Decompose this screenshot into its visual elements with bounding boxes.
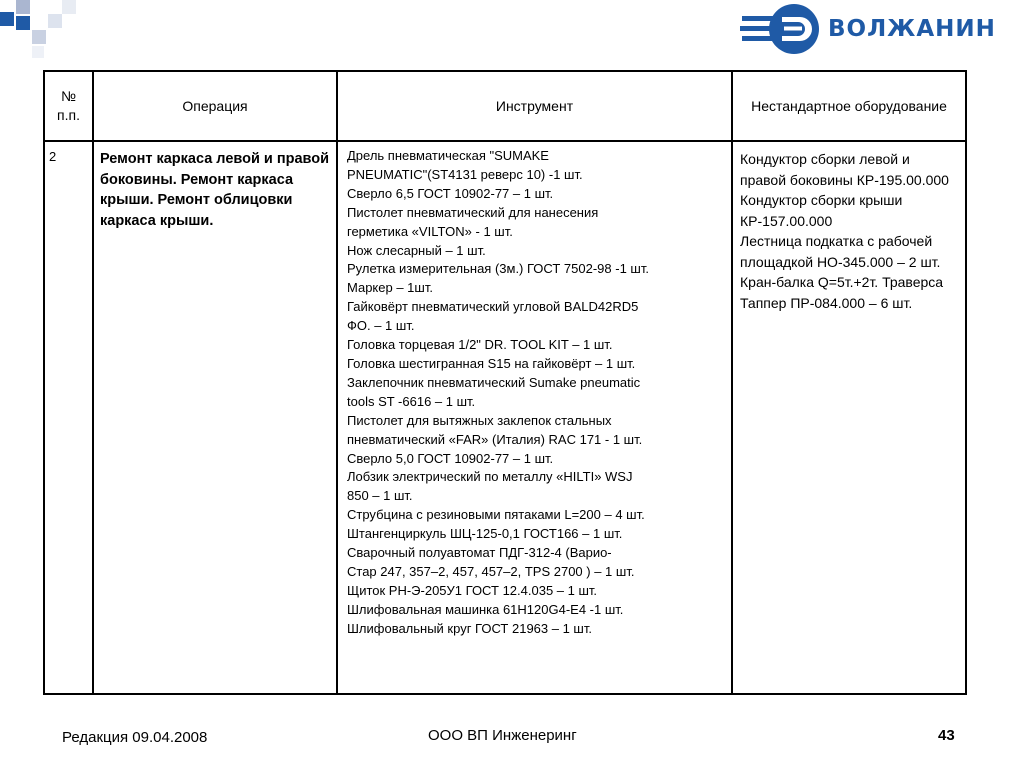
- tool-line: Шлифовальная машинка 61Н120G4-Е4 -1 шт.: [347, 601, 624, 617]
- decor-square: [16, 0, 30, 14]
- tool-line: Сверло 6,5 ГОСТ 10902-77 – 1 шт.: [347, 185, 554, 201]
- tool-line: Маркер – 1шт.: [347, 280, 433, 296]
- header-operation: Операция: [93, 71, 337, 141]
- equipment-item: Кондуктор сборки левой и правой боковины КР-195.00.000: [740, 151, 949, 188]
- tool-line: Пистолет для вытяжных заклепок стальных: [347, 412, 612, 428]
- header-equipment: Нестандартное оборудование: [732, 71, 966, 141]
- tool-line: Головка торцевая 1/2" DR. TOOL KIT – 1 шт.: [347, 337, 613, 353]
- tool-line: Пистолет пневматический для нанесения: [347, 204, 599, 220]
- header-number: № п.п.: [44, 71, 93, 141]
- equipment-item: Таппер ПР-084.000 – 6 шт.: [740, 294, 913, 311]
- tool-line: Нож слесарный – 1 шт.: [347, 242, 486, 258]
- equipment-item: Лестница подкатка с рабочей площадкой НО-345.000 – 2 шт.: [740, 233, 941, 270]
- tool-line: Сварочный полуавтомат ПДГ-312-4 (Варио-: [347, 545, 612, 561]
- operation-cell: Ремонт каркаса левой и правой боковины. Ремонт каркаса крыши. Ремонт облицовки каркаса крыши.: [93, 141, 337, 694]
- decor-square: [48, 14, 62, 28]
- company-logo: [740, 2, 1000, 56]
- row-number: 2: [44, 141, 93, 694]
- header-tool: Инструмент: [337, 71, 732, 141]
- tool-line: Рулетка измерительная (3м.) ГОСТ 7502-98 -1 шт.: [347, 261, 649, 277]
- tool-line: Лобзик электрический по металлу «HILTI» WSJ: [347, 469, 633, 485]
- tool-line: Шлифовальный круг ГОСТ 21963 – 1 шт.: [347, 620, 592, 636]
- tool-line: Стар 247, 357–2, 457, 457–2, TPS 2700 ) – 1 шт.: [347, 563, 635, 579]
- table-header-row: [44, 71, 966, 141]
- operations-table: [43, 70, 967, 695]
- equipment-cell: [732, 141, 966, 694]
- decor-square: [32, 46, 44, 58]
- logo-text: ВОЛЖАНИН: [828, 16, 996, 42]
- tool-line: Головка шестигранная S15 на гайковёрт – 1 шт.: [347, 355, 636, 371]
- edition-date: Редакция 09.04.2008: [62, 729, 208, 746]
- tool-line: Штангенциркуль ШЦ-125-0,1 ГОСТ166 – 1 шт.: [347, 526, 623, 542]
- tools-cell: [337, 141, 732, 694]
- page-number: 43: [938, 727, 955, 744]
- equipment-item: Кран-балка Q=5т.+2т. Траверса: [740, 274, 944, 290]
- table-row: [44, 141, 966, 694]
- tool-line: Струбцина с резиновыми пятаками L=200 – 4 шт.: [347, 507, 645, 523]
- tool-line: Заклепочник пневматический Sumake pneumatic: [347, 374, 641, 390]
- decor-square: [16, 16, 30, 30]
- tool-line: PNEUMATIC"(ST4131 реверс 10) -1 шт.: [347, 166, 583, 182]
- decor-square: [32, 30, 46, 44]
- tool-line: tools ST -6616 – 1 шт.: [347, 393, 476, 409]
- decorative-squares: [0, 0, 80, 60]
- tool-line: Дрель пневматическая "SUMAKE: [347, 148, 549, 163]
- tool-line: герметика «VILTON» - 1 шт.: [347, 223, 513, 239]
- decor-square: [62, 0, 76, 14]
- equipment-item: Кондуктор сборки крыши КР-157.00.000: [740, 192, 903, 229]
- tool-line: 850 – 1 шт.: [347, 488, 413, 504]
- company-name: ООО ВП Инженеринг: [428, 727, 577, 744]
- tool-line: Щиток РН-Э-205У1 ГОСТ 12.4.035 – 1 шт.: [347, 582, 598, 598]
- tool-line: Сверло 5,0 ГОСТ 10902-77 – 1 шт.: [347, 450, 554, 466]
- tool-line: ФО. – 1 шт.: [347, 318, 415, 334]
- decor-square: [0, 12, 14, 26]
- tool-line: Гайковёрт пневматический угловой BALD42RD5: [347, 299, 639, 315]
- volzhanin-emblem-icon: [740, 3, 820, 55]
- tool-line: пневматический «FAR» (Италия) RAC 171 - 1 шт.: [347, 431, 643, 447]
